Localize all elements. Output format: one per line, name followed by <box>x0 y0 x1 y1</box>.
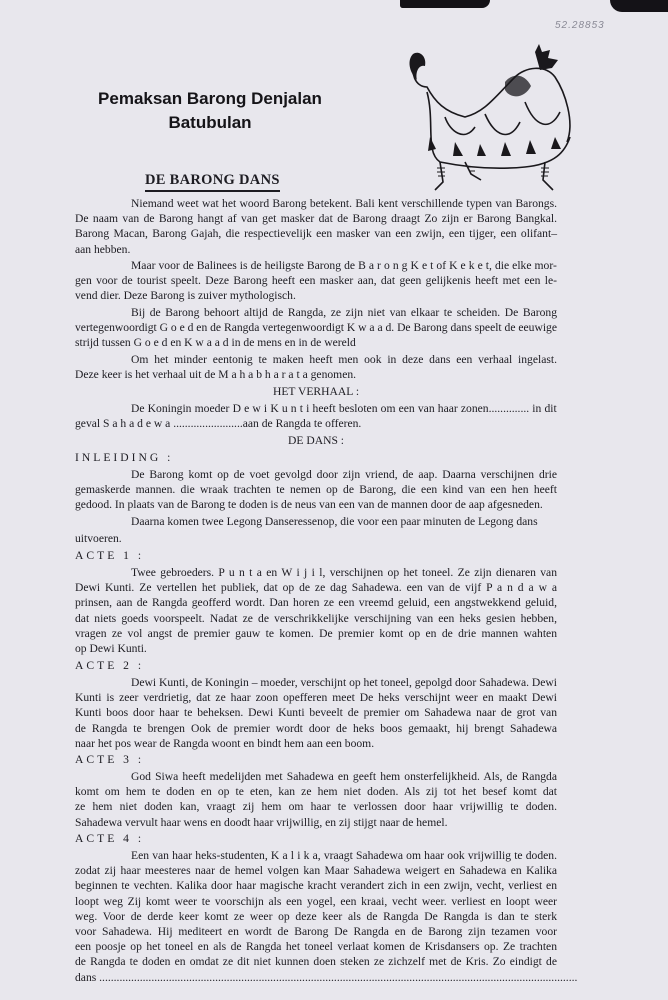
het-verhaal-heading <box>75 384 557 399</box>
text-line: Om het minder eentonig te maken heeft men ook in deze dans een verhaal ingelast. <box>131 353 557 366</box>
text-line: dat niets goeds voorspeelt. Nadat ze de verschrikkelijke verschijning van een heks gesien hebben, <box>75 611 557 625</box>
text-line: de Rangda te doden en omdat ze dit niet kunnen doen steken ze zichzelf met de Kris. Zo eindigt de <box>75 955 557 969</box>
text-line: de Rangda te brengen Ook de premier wordt door de heks boos gemaakt, hij brengt Sahadewa <box>75 721 557 735</box>
text-line: ze hem niet doden kan, vraagt zij hem om haar te verlossen door haar vrijwillig te doden. <box>75 800 557 814</box>
barong-illustration <box>405 42 585 192</box>
text-line: naar het pos wear de Rangda woont en bindt hem aan een boom. <box>75 736 375 750</box>
text-line: weg. Voor de derde keer komt ze weer op deze keer als de Rangda De Rangda is dan te sterk <box>75 909 557 923</box>
text-line: Twee gebroeders. P u n t a en W i j i l, verschijnen op het toneel. Ze zijn dienaren van <box>131 566 557 579</box>
heading-line: INLEIDING : <box>75 451 174 464</box>
text-line: vragen ze vol angst de premier gauw te komen. De premier komt op en de drie mannen wahten <box>75 626 557 640</box>
text-line: Dewi Kunti, de Koningin – moeder, verschijnt op het toneel, gepolgd door Sahadewa. Dewi <box>131 676 557 689</box>
text-line: geval S a h a d e w a ........................aan de Rangda te offeren. <box>75 417 362 431</box>
heading-line: HET VERHAAL : <box>272 385 360 398</box>
text-line: komt om hem te doden en op te eten, kan ze hem niet doden. Als zij tot het besef komt dat <box>75 785 557 799</box>
inleiding-paragraph-2 <box>75 514 557 529</box>
acte-2-paragraph <box>75 675 557 751</box>
intro-paragraph-1 <box>75 196 557 257</box>
document-title-line-2: Batubulan <box>168 113 252 132</box>
text-line: prinsen, aan de Rangda geofferd wordt. Dan horen ze een vreemd geluid, een angstwekkend geluid, <box>75 596 557 610</box>
text-line: De Koningin moeder D e w i K u n t i heeft besloten om een van haar zonen.............. in dit <box>131 402 557 415</box>
inleiding-paragraph-2-end <box>75 531 557 546</box>
text-line: Maar voor de Balinees is de heiligste Barong de B a r o n g K e t of K e k e t, die elke mor- <box>131 259 557 272</box>
acte-1-heading <box>75 548 557 563</box>
text-line: Bij de Barong behoort altijd de Rangda, ze zijn niet van elkaar te scheiden. De Barong <box>131 306 557 319</box>
acte-4-heading <box>75 831 557 846</box>
text-line: uitvoeren. <box>75 532 122 545</box>
text-line: Sahadewa vervult haar wens en doodt haar vrijwillig, en zij stijgt naar de hemel. <box>75 815 448 829</box>
heading-line: ACTE 3 : <box>75 753 145 766</box>
document-title-line-1: Pemaksan Barong Denjalan <box>98 89 322 108</box>
text-line: gedood. In plaats van de Barong te doden is de neus van een van de mannen door de aap afgesneden. <box>75 498 543 512</box>
text-line: Kunti is zeer verdrietig, dat ze haar zoon opefferen meet De heks verschijnt weer en maakt Dewi <box>75 691 557 705</box>
text-line: dans ..................................................................................................................................................................... <box>75 970 578 984</box>
section-heading: DE BARONG DANS <box>145 172 280 192</box>
text-line: gen voor de tourist speelt. Deze Barong heeft een masker aan, dat geen gelijkenis heeft met een le- <box>75 274 557 288</box>
text-line: gemaskerde mannen. die wraak trachten te nemen op de Barong, die een kind van een hen heeft <box>75 483 557 497</box>
archive-number-stamp: 52.28853 <box>555 20 605 31</box>
scan-edge <box>400 0 490 8</box>
text-line: loopt weg Zij komt weer te voorschijn als een yogel, een kraai, vecht weer. verliest en loopt weer <box>75 894 557 908</box>
acte-1-paragraph <box>75 565 557 656</box>
text-line: Barong Macan, Barong Gajah, die respectievelijk een masker van een zwijn, een tijger, een olifant– <box>75 227 557 241</box>
intro-paragraph-2 <box>75 258 557 304</box>
text-line: strijd tussen G o e d en K w a a d in de mens en in de wereld <box>75 336 356 350</box>
heading-line: ACTE 2 : <box>75 659 145 672</box>
acte-4-paragraph <box>75 848 578 985</box>
text-line: Deze keer is het verhaal uit de M a h a b h a r a t a genomen. <box>75 368 357 382</box>
text-line: vend dier. Deze Barong is zuiver mythologisch. <box>75 289 296 303</box>
de-dans-heading <box>75 433 557 448</box>
intro-paragraph-4 <box>75 352 557 382</box>
inleiding-heading <box>75 450 557 465</box>
text-line: een poosje op het toneel en als de Rangda het toneel verlaat komen de Krisdansers op. Ze trachten <box>75 940 557 954</box>
text-line: voor Sahadewa. Hij mediteert en wordt de Barong De Rangda en de Barong zijn tezamen voor <box>75 924 557 938</box>
acte-3-heading <box>75 752 557 767</box>
text-line: vertegenwoordigt G o e d en de Rangda vertegenwoordigt K w a a d. De Barong dans speelt de eeuwige <box>75 321 557 335</box>
heading-line: DE DANS : <box>287 434 345 447</box>
intro-paragraph-3 <box>75 305 557 351</box>
text-line: De Barong komt op de voet gevolgd door zijn vriend, de aap. Daarna verschijnen drie <box>131 468 557 481</box>
text-line: Niemand weet wat het woord Barong betekent. Bali kent verschillende typen van Barongs. <box>131 197 557 210</box>
text-line: Kunti boos door haar te beheksen. Dewi Kunti beveelt de premier om Sahadewa naar de grot van <box>75 706 557 720</box>
text-line: zodat zij haar meesteres naar de hemel volgen kan Maar Sahadewa weigert en Sahadewa en Kalika <box>75 864 557 878</box>
text-line: op Dewi Kunti. <box>75 641 147 655</box>
text-line: aan hebben. <box>75 242 131 256</box>
acte-3-paragraph <box>75 769 557 830</box>
acte-2-heading <box>75 658 557 673</box>
text-line: Daarna komen twee Legong Danseressenop, die voor een paar minuten de Legong dans <box>131 515 538 528</box>
scan-edge <box>610 0 668 12</box>
text-line: Een van haar heks-studenten, K a l i k a, vraagt Sahadewa om haar ook vrijwillig te doden. <box>131 849 557 862</box>
text-line: beginnen te vechten. Kalika door haar magische kracht verandert zich in een zwijn, vecht, verliest en <box>75 879 557 893</box>
text-line: De naam van de Barong hangt af van get masker dat de Barong draagt Zo zijn er Barong Bangkal. <box>75 212 557 226</box>
verhaal-paragraph <box>75 401 557 431</box>
heading-line: ACTE 4 : <box>75 832 145 845</box>
inleiding-paragraph-1 <box>75 467 557 513</box>
text-line: Dewi Kunti. Ze vertellen het publiek, dat op de ze dag Sahadewa. een van de vijf P a n d a w a <box>75 581 557 595</box>
text-line: God Siwa heeft medelijden met Sahadewa en geeft hem onsterfelijkheid. Als, de Rangda <box>131 770 557 783</box>
heading-line: ACTE 1 : <box>75 549 145 562</box>
